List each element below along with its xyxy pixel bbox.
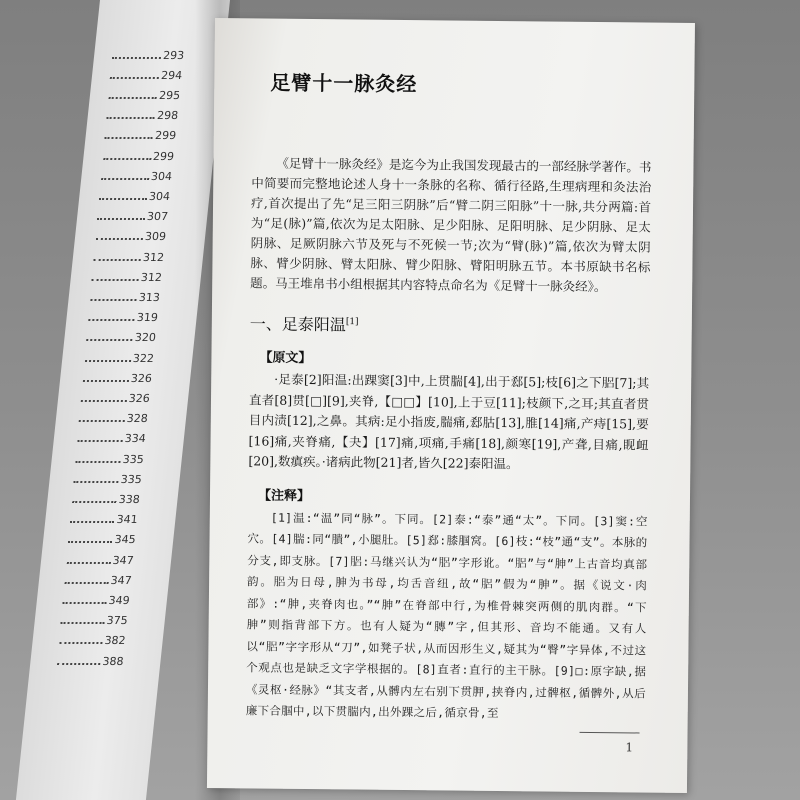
toc-leader-dots [105, 132, 154, 139]
toc-entry [90, 290, 161, 304]
toc-page-number: 345 [113, 533, 137, 547]
toc-leader-dots [94, 254, 142, 261]
toc-leader-dots [57, 658, 101, 665]
toc-leader-dots [66, 557, 111, 564]
toc-page-number: 341 [115, 513, 139, 527]
toc-page-number: 388 [101, 654, 125, 668]
toc-page-number: 320 [134, 331, 157, 345]
toc-leader-dots [110, 72, 160, 79]
toc-leader-dots [77, 435, 123, 442]
toc-page-number: 338 [118, 492, 141, 506]
toc-leader-dots [64, 577, 109, 584]
toc-page-number: 312 [140, 270, 163, 284]
toc-leader-dots [86, 334, 133, 341]
toc-leader-dots [106, 112, 155, 119]
toc-leader-dots [90, 294, 137, 301]
toc-entry [91, 270, 162, 284]
toc-entry [64, 573, 132, 587]
toc-entry [57, 654, 124, 668]
toc-page-number: 304 [148, 189, 171, 203]
notes-text: [1]温:“温”同“脉”。下同。[2]泰:“泰”通“太”。下同。[3]窦:空穴。[4]腨:同“膭”,小腿肚。[5]郄:膝腘窝。[6]枝:“枝”通“支”。本脉的分支,即支脉。[7]𦛗:马继兴认为“𦛗”字形讹。“𦛗”与“胂”上古音均真部韵。𦛗为日母,胂为书母,均舌音纽,故“𦛗”假为“胂”。据《说文·肉部》:“胂,夹脊肉也。”“胂”在脊部中行,为椎骨棘突两侧的肌肉群。“下胂”则指背部下方。也有人疑为“膞”字,但其形、音均不能通。又有人以“𦛗”字字形从“刀”,如凳子状,从而因形生义,疑其为“臀”字异体,不过这个观点也是缺乏文字学根据的。[8]直者:直行的主干脉。[9]□:原字缺,据《灵枢·经脉》“其支者,从髆内左右别下贯胛,挟脊内,过髀枢,循髀外,从后廉下合腘中,以下贯腨内,出外踝之后,循京骨,至 [245, 510, 648, 721]
toc-leader-dots [85, 355, 132, 362]
toc-entry [73, 472, 142, 486]
toc-leader-dots [103, 153, 152, 160]
toc-entry [68, 533, 137, 547]
toc-page-number: 347 [109, 573, 133, 587]
toc-page-number: 309 [144, 230, 167, 244]
toc-leader-dots [70, 516, 115, 523]
toc-entry [80, 391, 150, 405]
toc-page-number: 349 [107, 593, 131, 607]
page-number: 1 [625, 740, 634, 755]
toc-page-number: 299 [154, 129, 177, 143]
toc-entry [71, 492, 140, 506]
toc-entry [97, 210, 169, 224]
toc-entry [104, 129, 177, 143]
toc-leader-dots [72, 496, 117, 503]
toc-page-number: 293 [162, 48, 185, 62]
toc-leader-dots [75, 456, 121, 463]
toc-entry [108, 88, 181, 102]
section-title-text: 一、足泰阳温 [249, 314, 346, 335]
toc-leader-dots [99, 193, 147, 200]
toc-page-number: 299 [152, 149, 175, 163]
page-content [246, 66, 653, 726]
toc-leader-dots [83, 375, 130, 382]
toc-entry [59, 634, 127, 648]
toc-entry [102, 149, 174, 163]
toc-entry [60, 614, 128, 628]
toc-leader-dots [95, 233, 143, 240]
toc-page-number: 319 [136, 311, 159, 325]
toc-page-number: 335 [122, 452, 145, 466]
toc-page-number: 298 [156, 109, 179, 123]
toc-leader-dots [88, 314, 135, 321]
right-page [207, 18, 695, 793]
toc-page-number: 326 [130, 371, 153, 385]
toc-leader-dots [61, 617, 105, 624]
toc-page-number: 322 [132, 351, 155, 365]
notes-label: 【注释】 [257, 487, 311, 504]
toc-entry [79, 412, 149, 426]
toc-leader-dots [68, 536, 113, 543]
toc-entry [88, 311, 159, 325]
toc-leader-dots [74, 476, 120, 483]
toc-entry [77, 432, 147, 446]
toc-leader-dots [81, 395, 127, 402]
toc-entry [82, 371, 152, 385]
toc-leader-dots [79, 415, 125, 422]
toc-leader-dots [63, 597, 107, 604]
toc-page-number: 375 [105, 614, 129, 628]
toc-entry [111, 48, 184, 62]
section-title [250, 311, 650, 338]
toc-page-number: 334 [124, 432, 147, 446]
toc-entry [95, 230, 167, 244]
footer-rule [580, 732, 640, 734]
toc-entry [93, 250, 164, 264]
original-text-label: 【原文】 [259, 350, 312, 367]
original-text: ·足泰[2]阳温:出踝窦[3]中,上贯腨[4],出于郄[5];枝[6]之下𦛗[7];其直者[8]贯[□][9],夹脊,【□□】[10],上于豆[11];枝颜下,之耳;其直者贯目内渍[12],之鼻。其病:足小指废,腨痛,郄𦙶[13],脽[14]痛,产痔[15],要[16]痛,夹脊痛,【夬】[17]痛,项痛,手痛[18],颜寒[19],产聋,目痛,𪾢衄[20],数瘨疾。·诸病此物[21]者,皆久[22]泰阳温。 [248, 371, 650, 472]
toc-page-number: 307 [146, 210, 169, 224]
toc-page-number: 295 [158, 88, 181, 102]
chapter-title: 足臂十一脉灸经 [270, 70, 418, 97]
section-footnote-marker: [1] [345, 317, 359, 328]
toc-entry [62, 593, 130, 607]
toc-leader-dots [108, 92, 157, 99]
toc-leader-dots [97, 213, 145, 220]
toc-page-number: 382 [103, 634, 127, 648]
toc-entry [106, 109, 179, 123]
toc-entry [86, 331, 157, 345]
toc-entry [70, 513, 139, 527]
toc-entry [110, 68, 183, 82]
toc-leader-dots [101, 173, 150, 180]
toc-entry [101, 169, 173, 183]
toc-leader-dots [92, 274, 140, 281]
toc-page-number: 312 [142, 250, 165, 264]
toc-page-number: 294 [160, 68, 183, 82]
toc-page-number: 326 [128, 391, 151, 405]
toc-page-number: 328 [126, 412, 149, 426]
toc-leader-dots [59, 637, 103, 644]
toc-entry [66, 553, 134, 567]
toc-entry [99, 189, 171, 203]
toc-page-number: 304 [150, 169, 173, 183]
toc-page-number: 335 [120, 472, 143, 486]
intro-paragraph: 《足臂十一脉灸经》是迄今为止我国发现最古的一部经脉学著作。书中简要而完整地论述人身十一条脉的名称、循行径路,生理病理和灸法治疗,首次提出了先“足三阳三阴脉”后“臂二阴三阳脉”十一脉,共分两篇:首为“足(脉)”篇,依次为足太阳脉、足少阳脉、足阳明脉、足少阴脉、足太阴脉、足厥阴脉六节及死与不死候一节;次为“臂(脉)”篇,依次为臂太阴脉、臂少阴脉、臂太阳脉、臂少阳脉、臂阳明脉五节。本书原缺书名标题。马王堆帛书小组根据其内容特点命名为《足臂十一脉灸经》。 [250, 155, 652, 295]
toc-entry [75, 452, 144, 466]
toc-page-number: 313 [138, 290, 161, 304]
toc-leader-dots [112, 52, 162, 59]
toc-entry [84, 351, 154, 365]
toc-page-number: 347 [111, 553, 135, 567]
